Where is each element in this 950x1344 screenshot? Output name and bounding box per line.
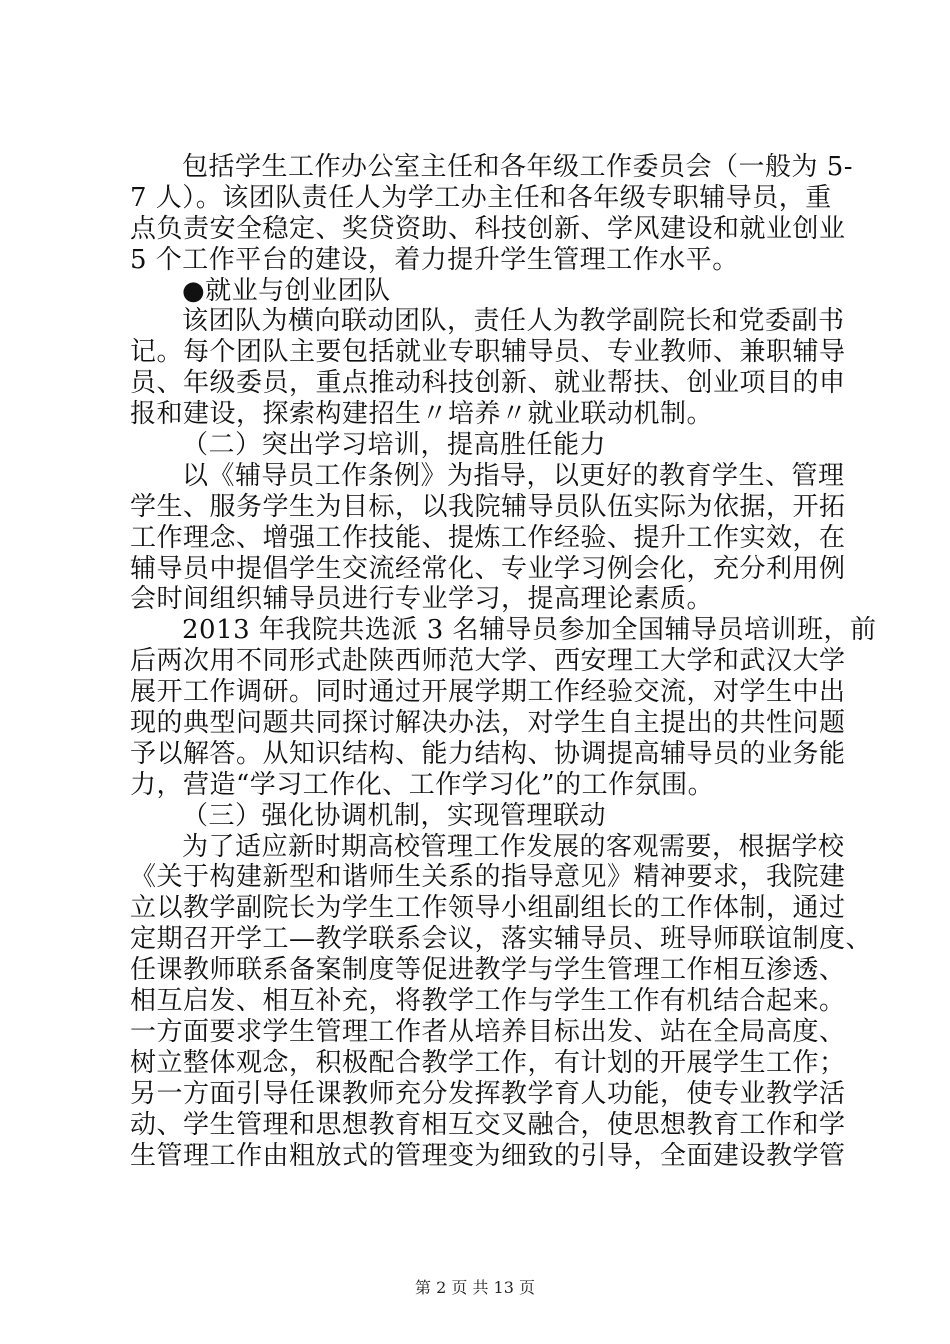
text-line: 现的典型问题共同探讨解决办法，对学生自主提出的共性问题 [130, 708, 846, 739]
text-line: 定期召开学工—教学联系会议，落实辅导员、班导师联谊制度、 [130, 924, 873, 955]
text-line: 记。每个团队主要包括就业专职辅导员、专业教师、兼职辅导 [130, 337, 846, 368]
text-line: 予以解答。从知识结构、能力结构、协调提高辅导员的业务能 [130, 738, 846, 769]
text-line: 5 个工作平台的建设，着力提升学生管理工作水平。 [130, 244, 739, 275]
text-line: 立以教学副院长为学生工作领导小组副组长的工作体制，通过 [130, 893, 846, 924]
section-heading-2: （二）突出学习培训，提高胜任能力 [182, 430, 607, 461]
text-line: 力，营造“学习工作化、工作学习化”的工作氛围。 [130, 769, 715, 800]
page-number-label: 第 2 页 共 13 页 [415, 1278, 535, 1297]
text-line: 学生、服务学生为目标，以我院辅导员队伍实际为依据，开拓 [130, 491, 846, 522]
text-line: 任课教师联系备案制度等促进教学与学生管理工作相互渗透、 [130, 955, 846, 986]
text-line: 后两次用不同形式赴陕西师范大学、西安理工大学和武汉大学 [130, 646, 846, 677]
text-line: 7 人）。该团队责任人为学工办主任和各年级专职辅导员，重 [130, 182, 832, 213]
text-line: 辅导员中提倡学生交流经常化、专业学习例会化，充分利用例 [130, 553, 846, 584]
text-line: 动、学生管理和思想教育相互交叉融合，使思想教育工作和学 [130, 1109, 846, 1140]
document-body [130, 152, 877, 1171]
text-line: 为了适应新时期高校管理工作发展的客观需要，根据学校 [182, 831, 845, 862]
text-line: 树立整体观念，积极配合教学工作，有计划的开展学生工作； [130, 1047, 846, 1078]
text-line: 点负责安全稳定、奖贷资助、科技创新、学风建设和就业创业 [130, 213, 846, 244]
text-line: 包括学生工作办公室主任和各年级工作委员会（一般为 5- [182, 152, 854, 182]
text-line: 以《辅导员工作条例》为指导，以更好的教育学生、管理 [182, 460, 845, 491]
text-line: 另一方面引导任课教师充分发挥教学育人功能，使专业教学活 [130, 1078, 846, 1109]
text-line: 一方面要求学生管理工作者从培养目标出发、站在全局高度、 [130, 1016, 846, 1047]
text-line: 员、年级委员，重点推动科技创新、就业帮扶、创业项目的申 [130, 368, 846, 399]
text-line: 报和建设，探索构建招生〃培养〃就业联动机制。 [130, 399, 714, 430]
bullet-heading-employment-team: ●就业与创业团队 [182, 275, 391, 306]
text-line: 2013 年我院共选派 3 名辅导员参加全国辅导员培训班，前 [182, 615, 877, 646]
page-footer [0, 1278, 950, 1298]
section-heading-3: （三）强化协调机制，实现管理联动 [182, 800, 607, 831]
text-line: 工作理念、增强工作技能、提炼工作经验、提升工作实效，在 [130, 522, 846, 553]
text-line: 该团队为横向联动团队，责任人为教学副院长和党委副书 [182, 306, 845, 337]
text-line: 会时间组织辅导员进行专业学习，提高理论素质。 [130, 584, 714, 615]
text-line: 相互启发、相互补充，将教学工作与学生工作有机结合起来。 [130, 986, 846, 1017]
text-line: 展开工作调研。同时通过开展学期工作经验交流，对学生中出 [130, 677, 846, 708]
text-line: 《关于构建新型和谐师生关系的指导意见》精神要求，我院建 [130, 862, 846, 893]
text-line: 生管理工作由粗放式的管理变为细致的引导，全面建设教学管 [130, 1140, 846, 1171]
